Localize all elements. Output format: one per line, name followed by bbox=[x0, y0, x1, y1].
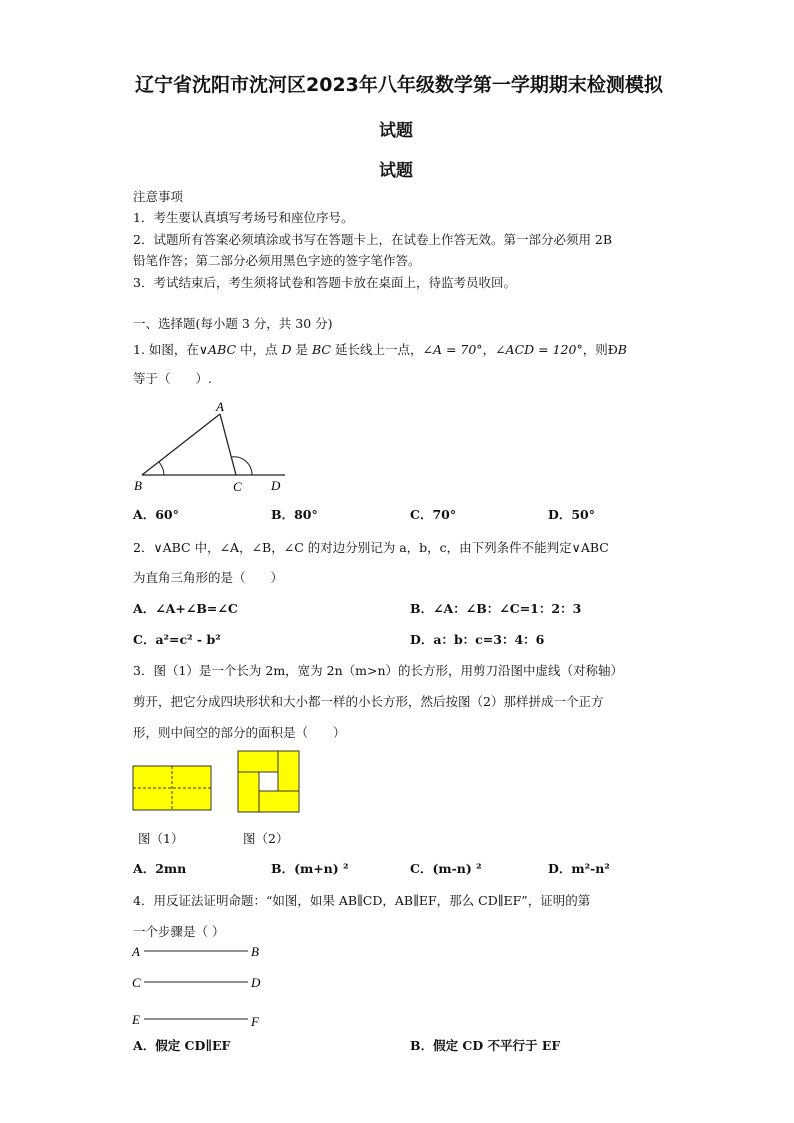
q1-text-part: 1. 如图，在 bbox=[133, 342, 199, 357]
question-4-text: 4．用反证法证明命题：“如图，如果 AB∥CD，AB∥EF，那么 CD∥EF”，证明的第 bbox=[133, 893, 591, 908]
label-b: B bbox=[134, 478, 142, 493]
q3-option-a[interactable]: A．2mn bbox=[133, 861, 187, 876]
q1-text-part: ， bbox=[482, 342, 496, 357]
q3-option-d[interactable]: D．m²-n² bbox=[548, 861, 610, 876]
page-title: 辽宁省沈阳市沈河区2023年八年级数学第一学期期末检测模拟 bbox=[135, 74, 663, 96]
page-subtitle: 试题 bbox=[379, 121, 413, 141]
notice-item: 2．试题所有答案必须填涂或书写在答题卡上，在试卷上作答无效。第一部分必须用 2B bbox=[133, 232, 613, 247]
q1-text-part: 中，点 bbox=[236, 342, 282, 357]
figure-2-caption: 图（2） bbox=[243, 831, 289, 846]
question-4-text-line2: 一个步骤是（ ） bbox=[133, 924, 225, 939]
notice-heading: 注意事项 bbox=[133, 189, 184, 204]
q2-option-a[interactable]: A．∠A+∠B=∠C bbox=[133, 601, 238, 616]
q1-option-a[interactable]: A．60° bbox=[133, 507, 179, 522]
q1-triangle: ∨ABC bbox=[198, 342, 237, 357]
q1-text-part: ，则Ð bbox=[582, 342, 618, 357]
label-d: D bbox=[251, 975, 261, 990]
triangle-figure bbox=[128, 396, 298, 496]
q1-angle-a: ∠A = 70° bbox=[422, 342, 483, 357]
question-2-text: 2．∨ABC 中，∠A，∠B，∠C 的对边分别记为 a，b，c，由下列条件不能判定∨ABC bbox=[133, 540, 609, 555]
q1-segment-bc: BC bbox=[312, 342, 331, 357]
notice-item: 1．考生要认真填写考场号和座位序号。 bbox=[133, 210, 354, 225]
question-3-text-line3: 形，则中间空的部分的面积是（ ） bbox=[133, 725, 346, 740]
question-2-text-line2: 为直角三角形的是（ ） bbox=[133, 570, 284, 585]
q1-option-d[interactable]: D．50° bbox=[548, 507, 595, 522]
q1-angle-acd: ∠ACD = 120° bbox=[495, 342, 583, 357]
q3-option-b[interactable]: B．(m+n) ² bbox=[271, 861, 349, 876]
q3-option-c[interactable]: C．(m-n) ² bbox=[410, 861, 482, 876]
section-heading: 一、选择题(每小题 3 分，共 30 分) bbox=[133, 316, 333, 331]
label-c: C bbox=[233, 479, 242, 494]
label-d: D bbox=[271, 478, 281, 493]
q1-option-b[interactable]: B．80° bbox=[271, 507, 318, 522]
q2-option-d[interactable]: D．a：b：c=3：4：6 bbox=[410, 632, 545, 647]
label-b: B bbox=[251, 944, 259, 959]
question-1-text bbox=[133, 340, 627, 358]
question-3-text-line2: 剪开，把它分成四块形状和大小都一样的小长方形，然后按图（2）那样拼成一个正方 bbox=[133, 694, 604, 709]
notice-item: 铅笔作答；第二部分必须用黑色字迹的签字笔作答。 bbox=[133, 253, 421, 268]
label-a: A bbox=[132, 944, 140, 959]
q2-option-c[interactable]: C．a²=c² - b² bbox=[133, 632, 221, 647]
notice-item: 3．考试结束后，考生须将试卷和答题卡放在桌面上，待监考员收回。 bbox=[133, 275, 516, 290]
square-figure-2 bbox=[237, 750, 301, 814]
label-e: E bbox=[132, 1012, 140, 1027]
parallel-lines-figure bbox=[128, 940, 273, 1032]
q2-option-b[interactable]: B．∠A：∠B：∠C=1：2：3 bbox=[410, 601, 582, 616]
empty-center-square bbox=[259, 772, 278, 791]
label-c: C bbox=[132, 975, 141, 990]
question-1-text-line2: 等于（ ）. bbox=[133, 371, 212, 386]
rectangle-figure-1 bbox=[132, 765, 214, 813]
page-subtitle-repeat: 试题 bbox=[379, 161, 413, 181]
q4-option-a[interactable]: A．假定 CD∥EF bbox=[133, 1038, 231, 1053]
figure-1-caption: 图（1） bbox=[138, 831, 184, 846]
q1-text-part: 是 bbox=[291, 342, 313, 357]
q1-option-c[interactable]: C．70° bbox=[410, 507, 457, 522]
question-3-text: 3．图（1）是一个长为 2m，宽为 2n（m>n）的长方形，用剪刀沿图中虚线（对称轴） bbox=[133, 663, 624, 678]
label-f: F bbox=[251, 1014, 259, 1029]
q4-option-b[interactable]: B．假定 CD 不平行于 EF bbox=[410, 1038, 561, 1053]
label-a: A bbox=[216, 399, 224, 414]
q1-point-b: B bbox=[617, 342, 627, 357]
q1-text-part: 延长线上一点， bbox=[331, 342, 423, 357]
q1-point-d: D bbox=[281, 342, 292, 357]
